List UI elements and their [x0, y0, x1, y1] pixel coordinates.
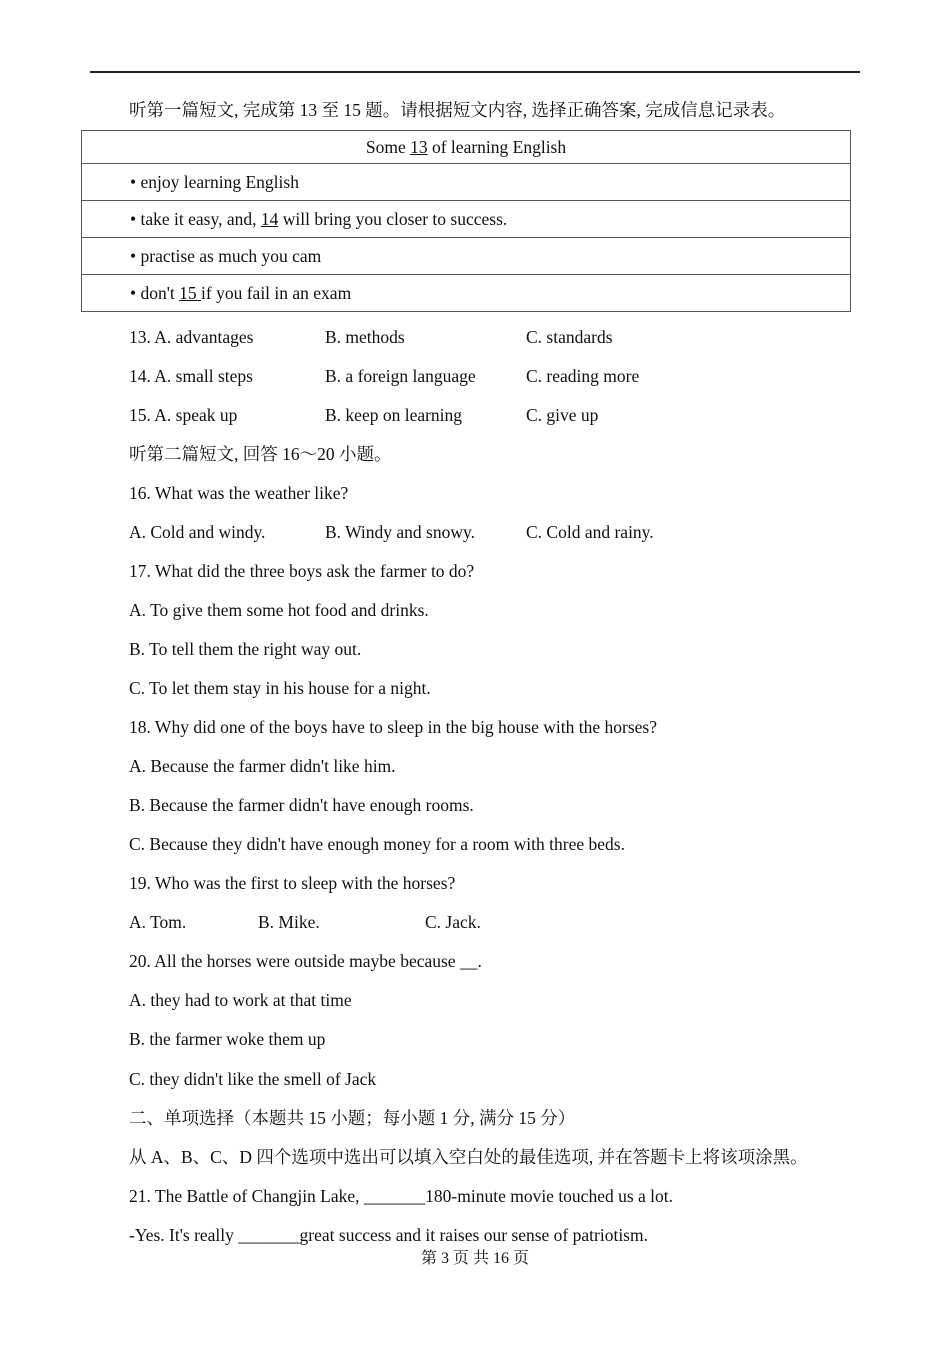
q16-option-c: C. Cold and rainy.: [526, 522, 654, 542]
q16-stem: 16. What was the weather like?: [129, 483, 349, 503]
q13-option-b: B. methods: [325, 327, 405, 347]
q15-option-b: B. keep on learning: [325, 405, 463, 425]
q14-option-a: 14. A. small steps: [129, 366, 253, 386]
q20-stem: 20. All the horses were outside maybe because __.: [129, 951, 482, 971]
q13-option-c: C. standards: [526, 327, 613, 347]
blank-13: 13: [410, 136, 428, 157]
q17-stem: 17. What did the three boys ask the farmer to do?: [129, 561, 475, 581]
header-rule: [90, 71, 860, 73]
q17-option-c: C. To let them stay in his house for a night.: [129, 678, 431, 698]
q14-option-b: B. a foreign language: [325, 366, 476, 386]
table-row: • take it easy, and, 14 will bring you closer to success.: [82, 201, 851, 238]
q19-option-b: B. Mike.: [258, 912, 320, 932]
q18-option-b: B. Because the farmer didn't have enough rooms.: [129, 795, 474, 815]
part2-title: 二、单项选择（本题共 15 小题；每小题 1 分, 满分 15 分）: [129, 1108, 576, 1128]
table-row: • enjoy learning English: [82, 164, 851, 201]
q15-option-c: C. give up: [526, 405, 599, 425]
q19-stem: 19. Who was the first to sleep with the horses?: [129, 873, 456, 893]
table-row: • practise as much you cam: [82, 238, 851, 275]
q14-option-c: C. reading more: [526, 366, 640, 386]
q15-option-a: 15. A. speak up: [129, 405, 238, 425]
blank-15: 15: [179, 282, 202, 303]
section1-intro: 听第一篇短文, 完成第 13 至 15 题。请根据短文内容, 选择正确答案, 完成信息记录表。: [129, 100, 786, 120]
q20-option-b: B. the farmer woke them up: [129, 1029, 326, 1049]
q18-stem: 18. Why did one of the boys have to sleep in the big house with the horses?: [129, 717, 657, 737]
section2-intro: 听第二篇短文, 回答 16～20 小题。: [129, 444, 392, 464]
q17-option-a: A. To give them some hot food and drinks.: [129, 600, 429, 620]
part2-instructions: 从 A、B、C、D 四个选项中选出可以填入空白处的最佳选项, 并在答题卡上将该项涂黑。: [129, 1147, 808, 1167]
page-footer: 第 3 页 共 16 页: [420, 1250, 529, 1267]
q18-option-a: A. Because the farmer didn't like him.: [129, 756, 396, 776]
table-row: • don't 15 if you fail in an exam: [82, 275, 851, 312]
q19-option-c: C. Jack.: [425, 912, 481, 932]
q16-option-a: A. Cold and windy.: [129, 522, 266, 542]
q19-option-a: A. Tom.: [129, 912, 187, 932]
q20-option-a: A. they had to work at that time: [129, 990, 352, 1010]
table-header-row: [82, 131, 851, 164]
q21-line1: 21. The Battle of Changjin Lake, _______180-minute movie touched us a lot.: [129, 1186, 674, 1206]
q21-line2: -Yes. It's really _______great success and it raises our sense of patriotism.: [129, 1225, 648, 1245]
info-record-table: [81, 130, 851, 312]
q16-option-b: B. Windy and snowy.: [325, 522, 475, 542]
q20-option-c: C. they didn't like the smell of Jack: [129, 1069, 377, 1089]
table-header-cell: Some 13 of learning English: [82, 131, 851, 164]
q18-option-c: C. Because they didn't have enough money for a room with three beds.: [129, 834, 625, 854]
blank-14: 14: [260, 208, 279, 229]
q17-option-b: B. To tell them the right way out.: [129, 639, 362, 659]
q13-option-a: 13. A. advantages: [129, 327, 254, 347]
